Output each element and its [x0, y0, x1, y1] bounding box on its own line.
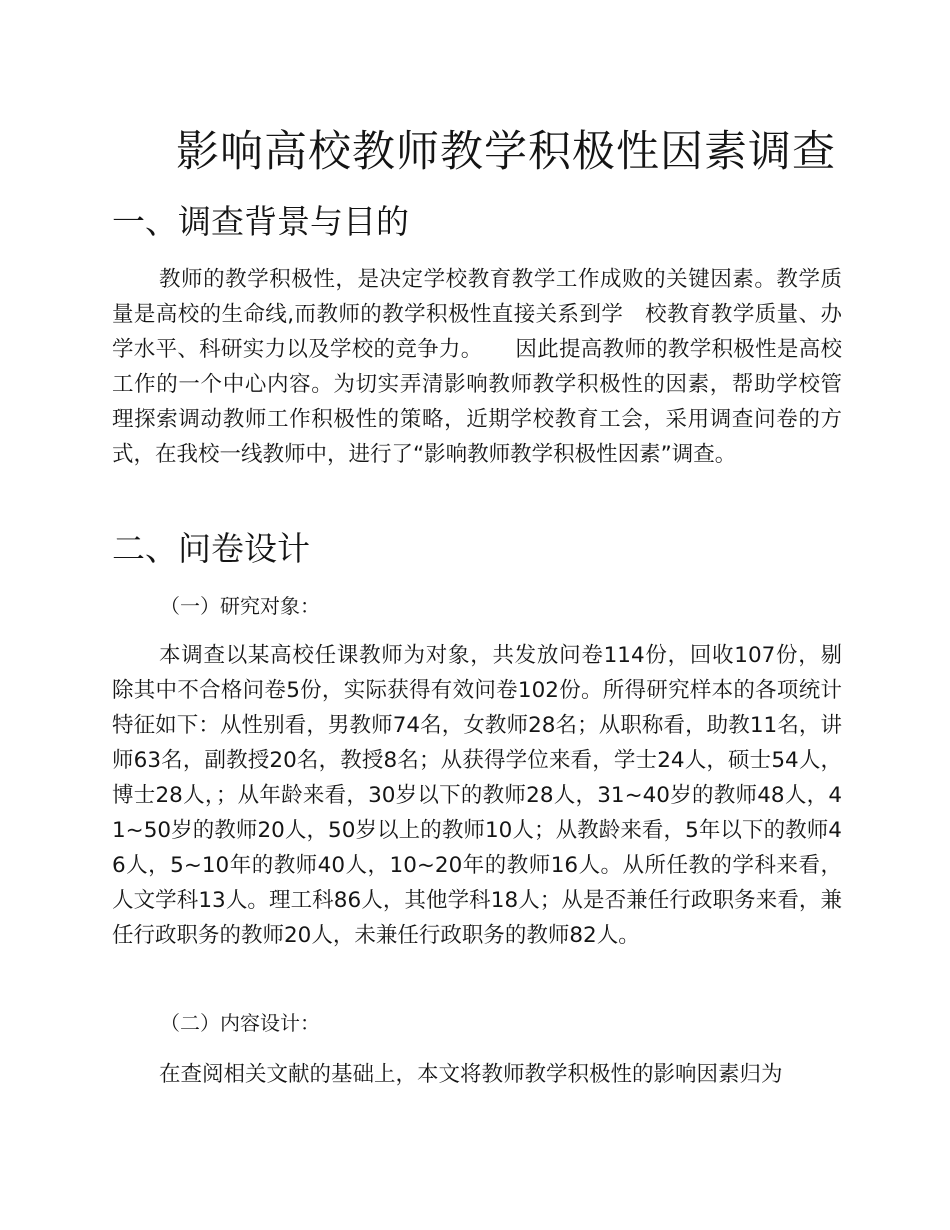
- background-paragraph: 教师的教学积极性，是决定学校教育教学工作成败的关键因素。教学质量是高校的生命线,而教师的教学积极性直接关系到学 校教育教学质量、办学水平、科研实力以及学校的竞争力。 因此提高教师的教学积极性是高校工作的一个中心内容。为切实弄清影响教师教学积极性的因素，帮助学校管理探索调动教师工作积极性的策略，近期学校教育工会，采用调查问卷的方式，在我校一线教师中，进行了“影响教师教学积极性因素”调查。: [112, 267, 842, 467]
- subheading-content-design: （二）内容设计：: [160, 1011, 320, 1035]
- research-subjects-paragraph: 本调查以某高校任课教师为对象，共发放问卷114份，回收107份，剔除其中不合格问卷5份，实际获得有效问卷102份。所得研究样本的各项统计特征如下：从性别看，男教师74名，女教师28名；从职称看，助教11名，讲师63名，副教授20名，教授8名；从获得学位来看，学士24人，硕士54人，博士28人，；从年龄来看，30岁以下的教师28人，31~40岁的教师48人，41~50岁的教师20人，50岁以上的教师10人；从教龄来看，5年以下的教师46人，5~10年的教师40人，10~20年的教师16人。从所任教的学科来看，人文学科13人。理工科86人，其他学科18人；从是否兼任行政职务来看，兼任行政职务的教师20人，未兼任行政职务的教师82人。: [112, 643, 842, 948]
- subheading-research-subjects: （一）研究对象：: [160, 594, 320, 618]
- section-heading-background: 一、调查背景与目的: [112, 202, 409, 241]
- section-heading-questionnaire: 二、问卷设计: [112, 529, 310, 568]
- content-design-paragraph: 在查阅相关文献的基础上，本文将教师教学积极性的影响因素归为: [159, 1062, 783, 1087]
- document-title: 影响高校教师教学积极性因素调查: [176, 127, 836, 177]
